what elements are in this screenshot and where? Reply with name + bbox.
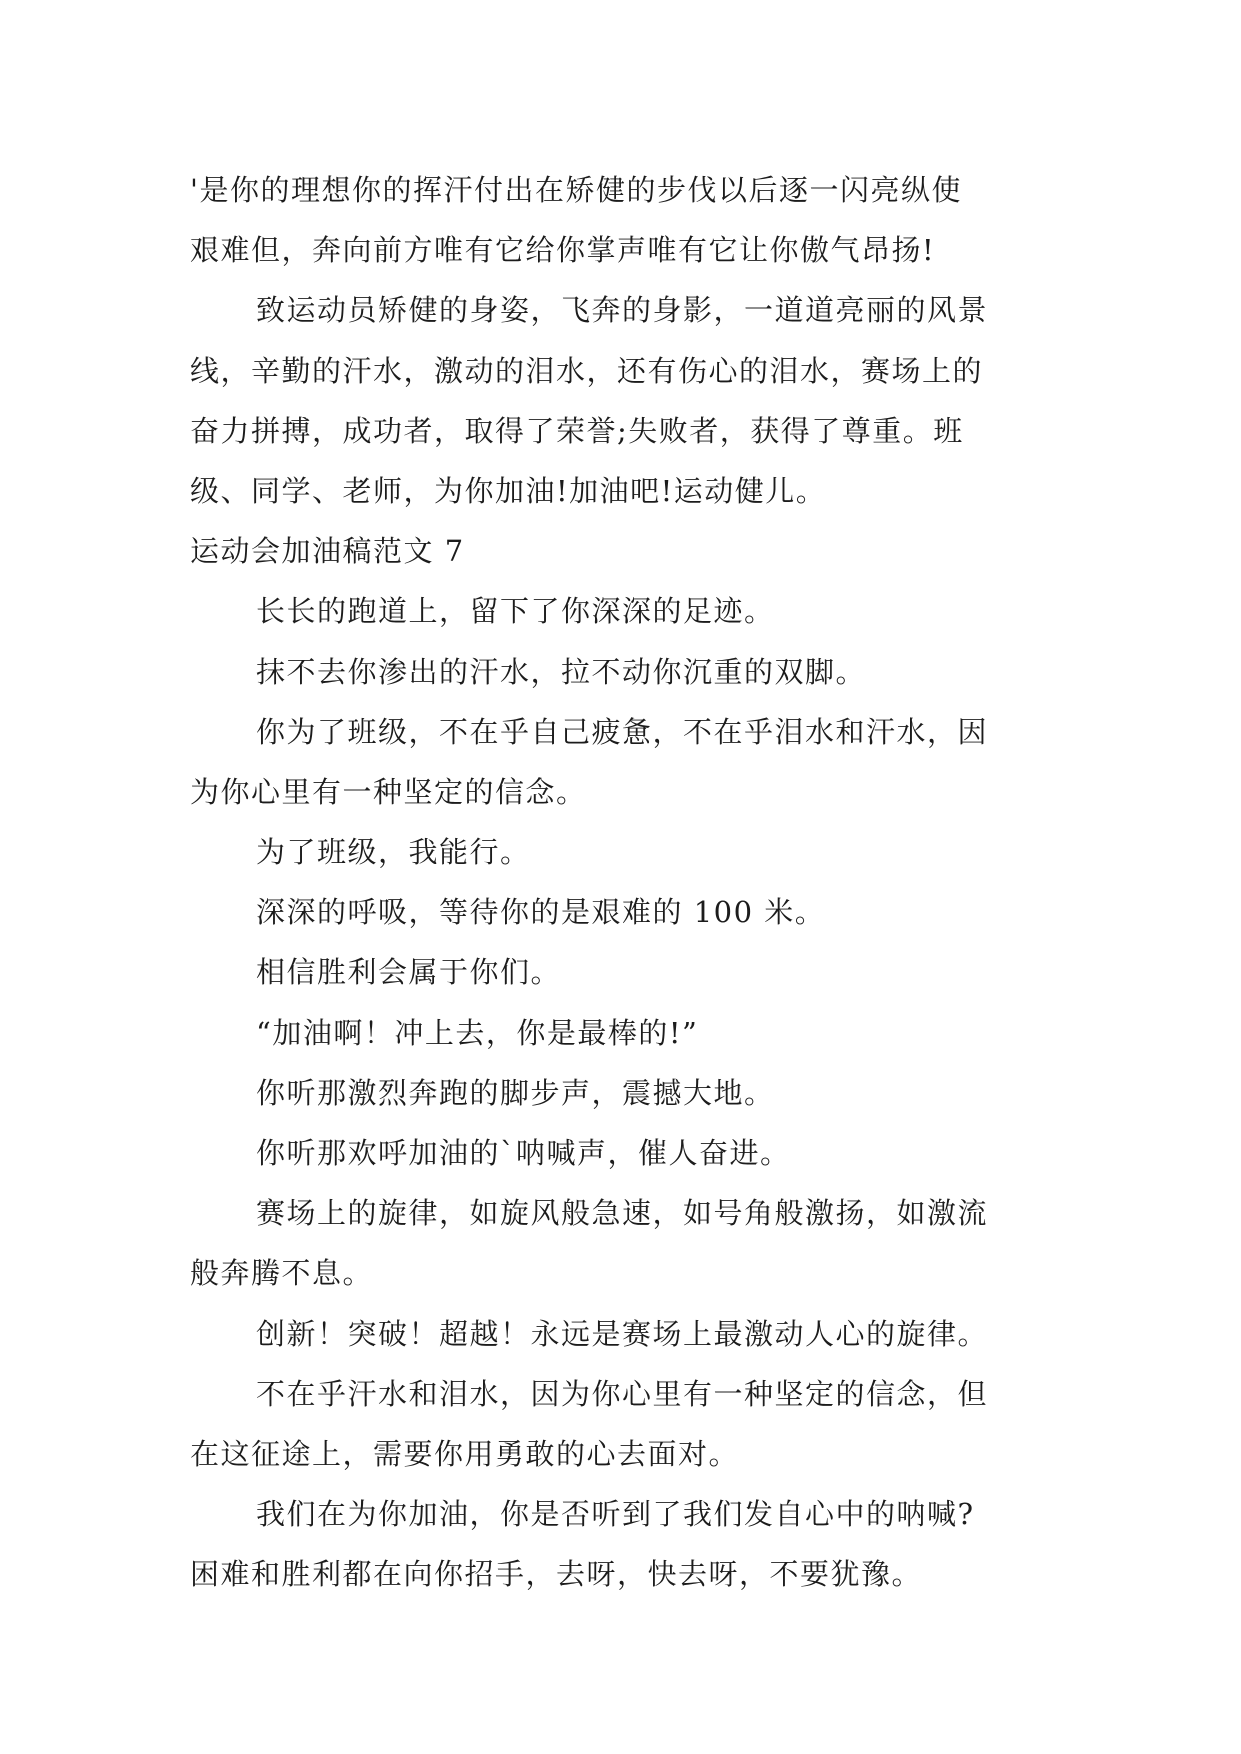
paragraph-start: 赛场上的旋律，如旋风般急速，如号角般激扬，如激流 [256,1196,989,1231]
paragraph-start: 深深的呼吸，等待你的是艰难的 100 米。 [256,895,826,930]
text-line: '是你的理想你的挥汗付出在矫健的步伐以后逐一闪亮纵使 [190,173,962,207]
paragraph-start: 创新！突破！超越！永远是赛场上最激动人心的旋律。 [256,1316,989,1351]
paragraph-start: 你听那欢呼加油的`呐喊声，催人奋进。 [256,1136,791,1170]
document-body [190,160,1060,1605]
paragraph-start: 你为了班级，不在乎自己疲惫，不在乎泪水和汗水，因 [256,714,989,749]
paragraph-start: 不在乎汗水和泪水，因为你心里有一种坚定的信念，但 [256,1376,989,1411]
paragraph-start: 长长的跑道上，留下了你深深的足迹。 [256,594,775,629]
text-line: 困难和胜利都在向你招手，去呀，快去呀，不要犹豫。 [190,1557,923,1592]
text-line: 般奔腾不息。 [190,1256,374,1291]
paragraph-start: 你听那激烈奔跑的脚步声，震撼大地。 [256,1075,775,1110]
text-line: 在这征途上，需要你用勇敢的心去面对。 [190,1436,740,1471]
paragraph-start: 抹不去你渗出的汗水，拉不动你沉重的双脚。 [256,654,867,689]
paragraph-start: 相信胜利会属于你们。 [256,955,562,990]
text-line: 奋力拼搏，成功者，取得了荣誉;失败者，获得了尊重。班 [190,413,964,448]
paragraph-start: “加油啊！冲上去，你是最棒的!” [256,1015,699,1050]
text-line: 艰难但，奔向前方唯有它给你掌声唯有它让你傲气昂扬! [190,233,936,268]
section-heading: 运动会加油稿范文 7 [190,534,465,569]
paragraph-start: 我们在为你加油，你是否听到了我们发自心中的呐喊? [256,1497,975,1532]
text-line: 级、同学、老师，为你加油!加油吧!运动健儿。 [190,473,827,508]
paragraph-start: 致运动员矫健的身姿，飞奔的身影，一道道亮丽的风景 [256,293,989,328]
paragraph-start: 为了班级，我能行。 [256,835,531,870]
text-line: 线，辛勤的汗水，激动的泪水，还有伤心的泪水，赛场上的 [190,353,984,388]
text-line: 为你心里有一种坚定的信念。 [190,774,587,809]
